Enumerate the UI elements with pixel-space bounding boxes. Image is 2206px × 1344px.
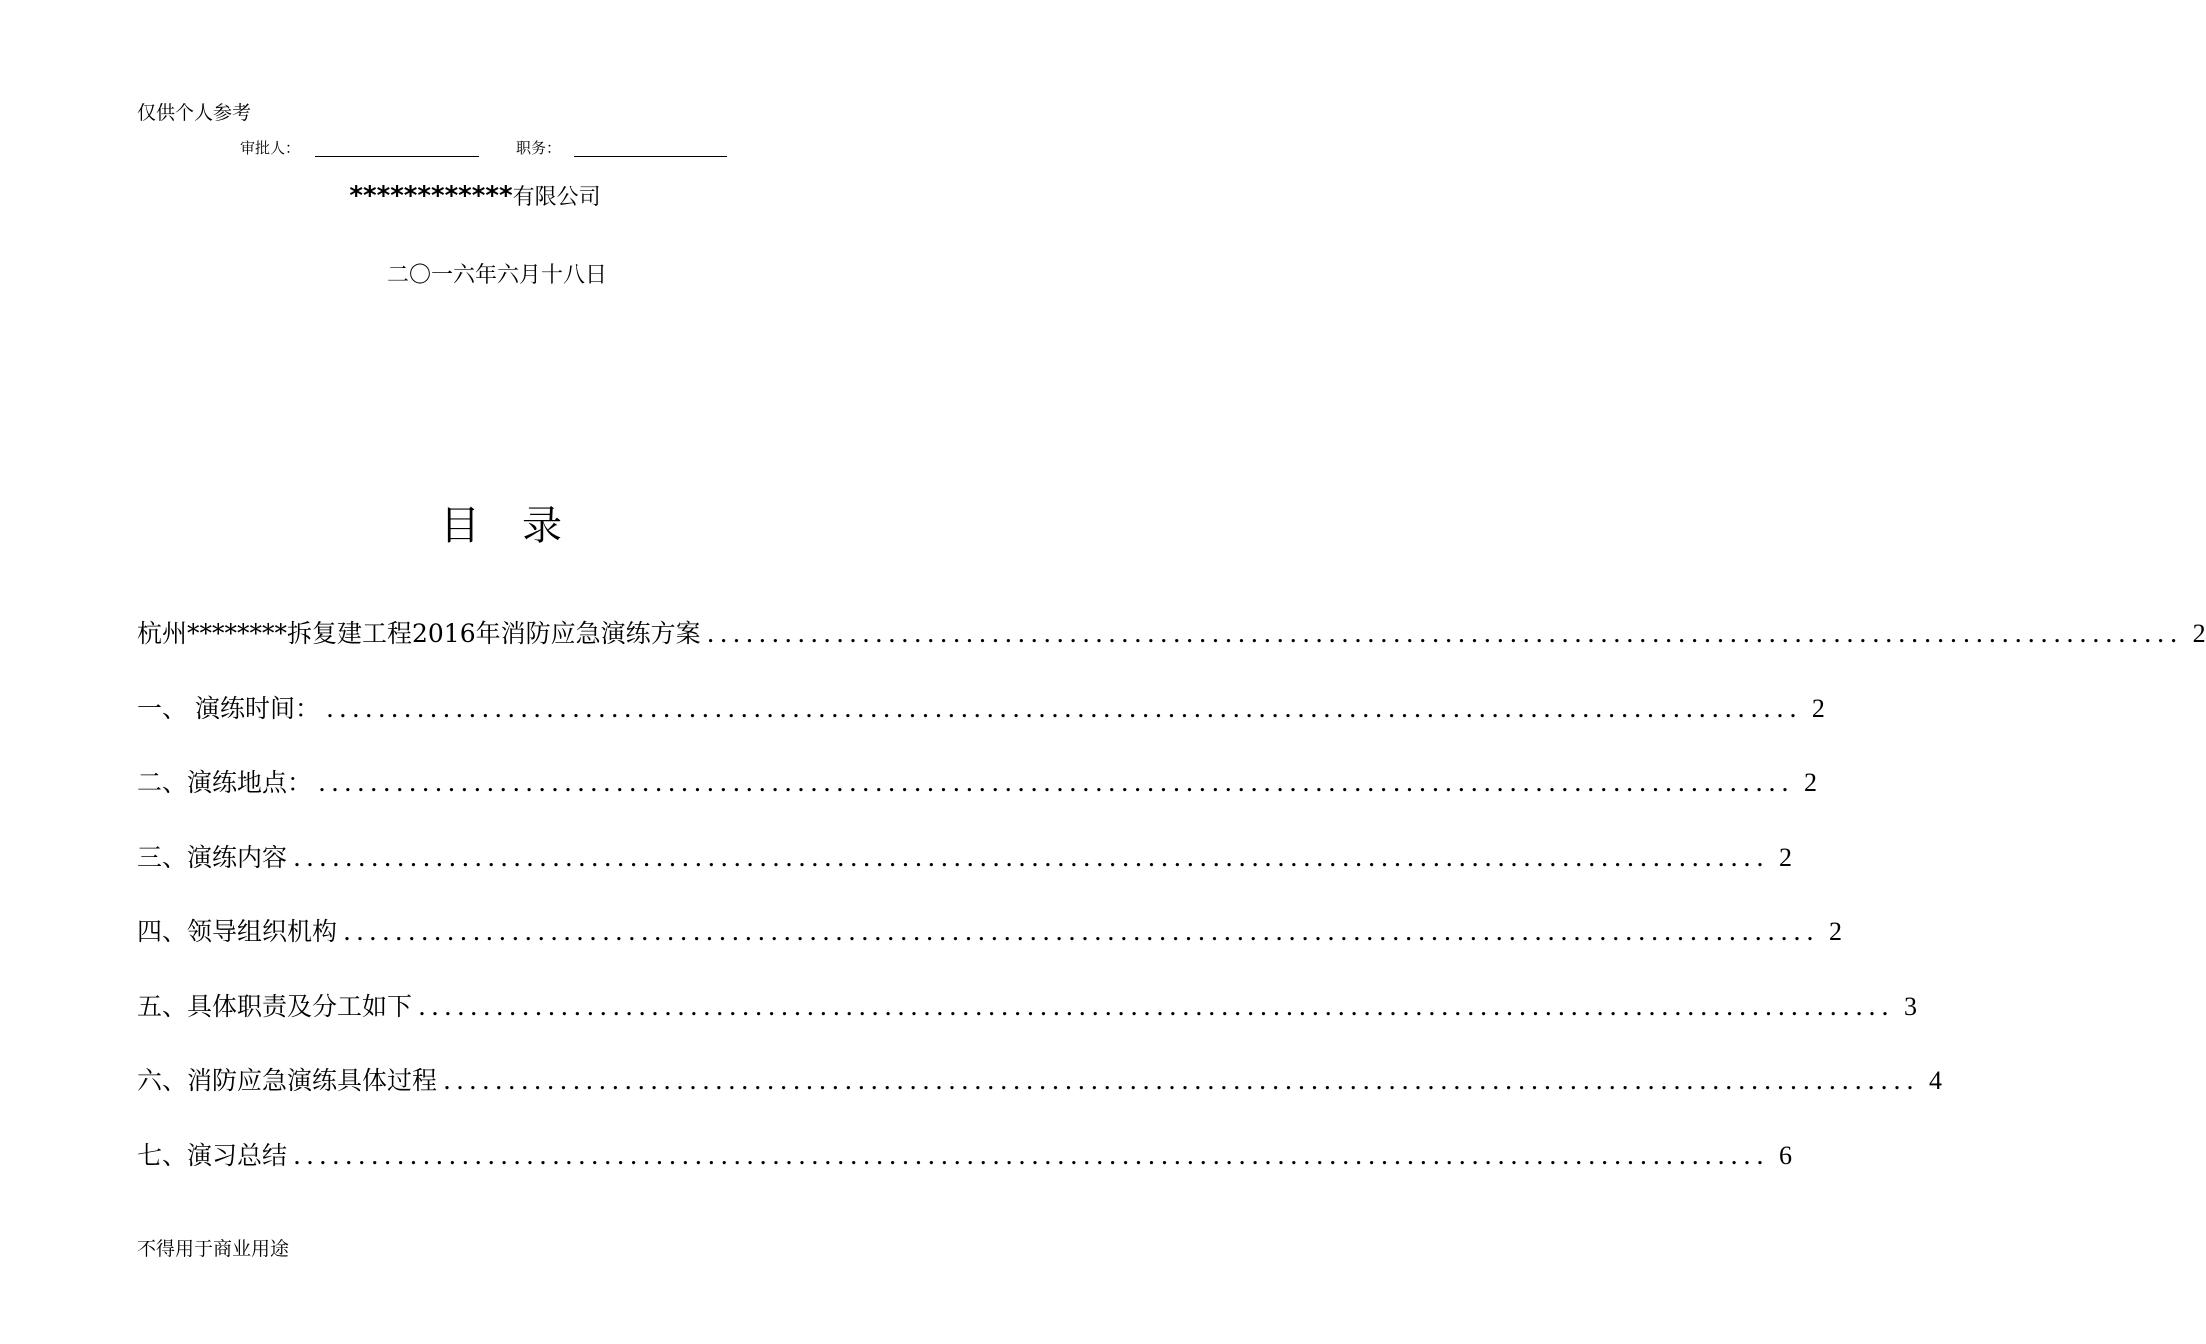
toc-entry[interactable] [137, 763, 1817, 803]
toc-entry[interactable] [137, 614, 2206, 654]
toc-entry[interactable] [137, 689, 1825, 729]
toc-entry[interactable] [137, 987, 1917, 1027]
toc-entry-text: 七、演习总结 [137, 1141, 288, 1170]
toc-leader-dots: .................................................................................................................. [325, 694, 1802, 723]
toc-entry-text: 三、演练内容 [137, 843, 288, 872]
company-name [0, 180, 950, 211]
company-name-masked: ************ [349, 181, 513, 211]
toc-page-number: 2 [1778, 843, 1792, 872]
toc-entry[interactable] [137, 1136, 1792, 1176]
document-date: 二〇一六年六月十八日 [386, 263, 607, 288]
toc-page-number: 2 [1811, 694, 1825, 723]
approval-row [240, 136, 740, 162]
approver-label: 审批人： [240, 139, 301, 157]
toc-leader-dots: .................................................................................................................. [443, 1066, 1919, 1095]
toc-leader-dots: .................................................................................................................. [343, 917, 1819, 946]
toc-page-number: 2 [1828, 917, 1842, 946]
toc-entry-text: 杭州********拆复建工程2016年消防应急演练方案 [137, 619, 701, 648]
toc-entry-text: 五、具体职责及分工如下 [137, 992, 413, 1021]
footer-note: 不得用于商业用途 [137, 1238, 290, 1260]
toc-entry[interactable] [137, 912, 1842, 952]
toc-page-number: 2 [2192, 619, 2206, 648]
company-name-suffix: 有限公司 [512, 185, 601, 210]
toc-leader-dots: .................................................................................................................. [318, 768, 1794, 797]
toc-entry[interactable] [137, 838, 1792, 878]
toc-leader-dots: .................................................................................................................. [293, 843, 1769, 872]
toc-entry-text: 六、消防应急演练具体过程 [137, 1066, 438, 1095]
position-signature-line [574, 156, 727, 157]
toc-title: 目录 [440, 503, 604, 549]
toc-entry-text: 一、 演练时间： [137, 694, 320, 723]
header-note: 仅供个人参考 [137, 102, 252, 124]
approver-signature-line [315, 156, 479, 157]
toc-page-number: 2 [1803, 768, 1817, 797]
toc-leader-dots: .................................................................................................................. [418, 992, 1894, 1021]
toc-entry[interactable] [137, 1061, 1942, 1101]
toc-entry-text: 二、演练地点： [137, 768, 313, 797]
toc-page-number: 4 [1928, 1066, 1942, 1095]
toc-page-number: 6 [1778, 1141, 1792, 1170]
position-label: 职务： [516, 139, 562, 157]
toc-page-number: 3 [1903, 992, 1917, 1021]
toc-leader-dots: .................................................................................................................. [293, 1141, 1769, 1170]
toc-entry-text: 四、领导组织机构 [137, 917, 338, 946]
toc-leader-dots: .................................................................................................................. [706, 619, 2183, 648]
